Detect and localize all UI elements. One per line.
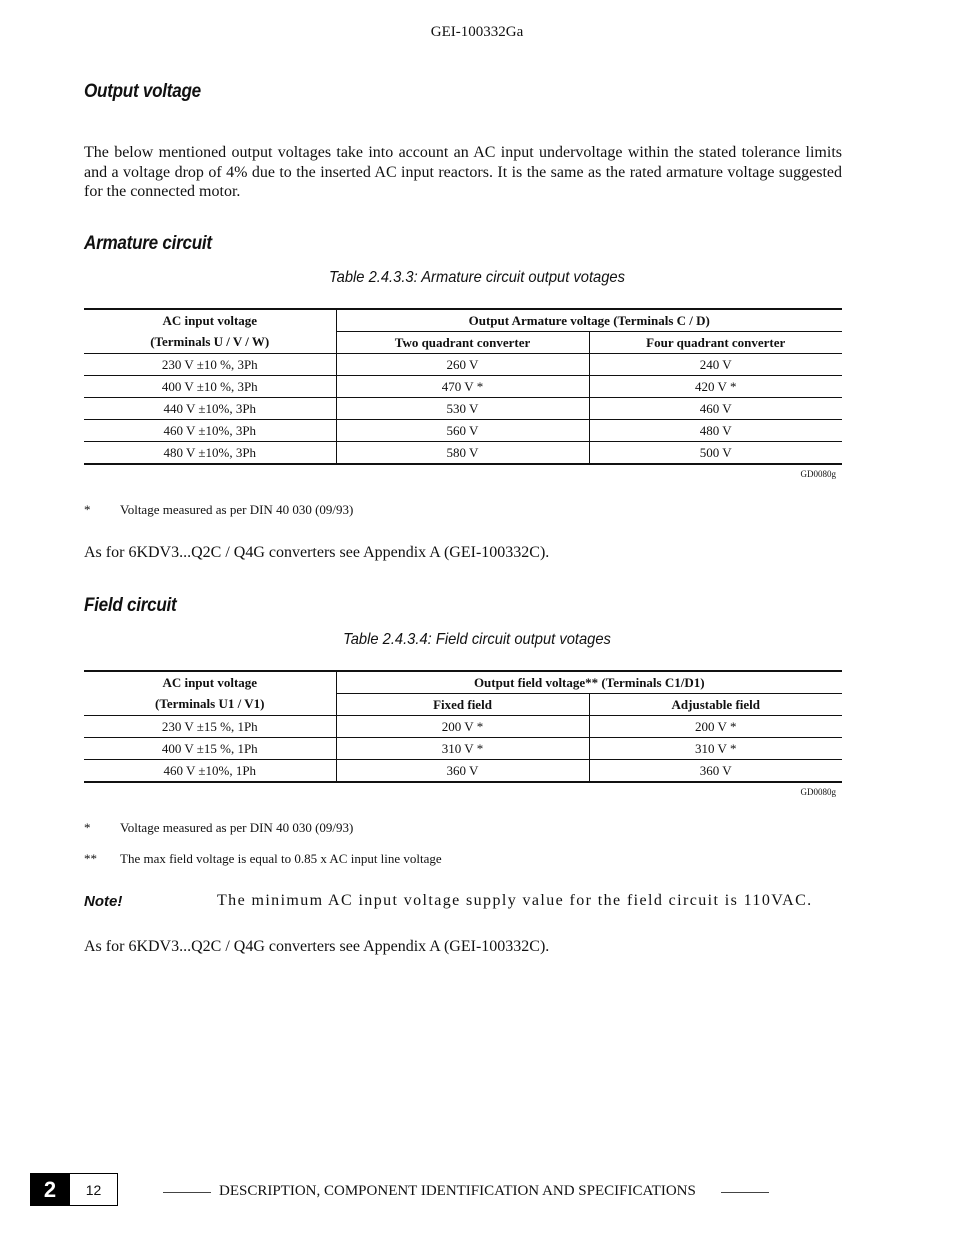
figure-code: GD0080g [800, 469, 836, 479]
appendix-note: As for 6KDV3...Q2C / Q4G converters see Appendix A (GEI-100332C). [84, 544, 550, 561]
table-row [84, 760, 842, 783]
footer-rule-right [721, 1192, 769, 1193]
appendix-note: As for 6KDV3...Q2C / Q4G converters see Appendix A (GEI-100332C). [84, 938, 550, 955]
col-four-quadrant: Four quadrant converter [589, 332, 842, 354]
cell-adjustable-field: 360 V [589, 760, 842, 783]
field-table-caption: Table 2.4.3.4: Field circuit output votages [343, 631, 611, 648]
cell-input: 460 V ±10%, 1Ph [84, 760, 336, 783]
cell-two-quadrant: 560 V [336, 420, 589, 442]
cell-adjustable-field: 310 V * [589, 738, 842, 760]
cell-two-quadrant: 530 V [336, 398, 589, 420]
cell-four-quadrant: 420 V * [589, 376, 842, 398]
col-adjustable-field: Adjustable field [589, 694, 842, 716]
col-input-line1: AC input voltage [84, 671, 336, 694]
col-input-line2: (Terminals U / V / W) [84, 332, 336, 354]
document-id: GEI-100332Ga [430, 24, 524, 40]
heading-armature-circuit: Armature circuit [84, 233, 212, 254]
note-text: The minimum AC input voltage supply value for the field circuit is 110VAC. [217, 892, 813, 909]
col-output-group: Output Armature voltage (Terminals C / D) [336, 309, 842, 332]
field-voltage-table [84, 670, 842, 783]
cell-input: 400 V ±15 %, 1Ph [84, 738, 336, 760]
cell-four-quadrant: 500 V [589, 442, 842, 465]
table-header-row [84, 332, 842, 354]
footnote-mark: ** [84, 851, 97, 866]
cell-four-quadrant: 480 V [589, 420, 842, 442]
table-header-row [84, 671, 842, 694]
footnote-mark: * [84, 502, 91, 517]
table-row [84, 738, 842, 760]
cell-input: 440 V ±10%, 3Ph [84, 398, 336, 420]
chapter-number: 2 [30, 1173, 70, 1206]
cell-two-quadrant: 470 V * [336, 376, 589, 398]
cell-adjustable-field: 200 V * [589, 716, 842, 738]
output-voltage-paragraph: The below mentioned output voltages take into account an AC input undervoltage within the stated tolerance limits and a voltage drop of 4% due to the inserted AC input reactors. It is the same as the rated armature voltage suggested for the connected motor. [84, 144, 842, 200]
footnote-text: Voltage measured as per DIN 40 030 (09/93) [120, 820, 354, 835]
col-two-quadrant: Two quadrant converter [336, 332, 589, 354]
table-header-row [84, 309, 842, 332]
cell-fixed-field: 360 V [336, 760, 589, 783]
footer-rule-left [163, 1192, 211, 1193]
table-row [84, 420, 842, 442]
page-number: 12 [70, 1173, 118, 1206]
cell-input: 230 V ±15 %, 1Ph [84, 716, 336, 738]
armature-table-caption: Table 2.4.3.3: Armature circuit output votages [329, 269, 625, 286]
col-input-line2: (Terminals U1 / V1) [84, 694, 336, 716]
cell-input: 230 V ±10 %, 3Ph [84, 354, 336, 376]
cell-two-quadrant: 260 V [336, 354, 589, 376]
col-fixed-field: Fixed field [336, 694, 589, 716]
table-row [84, 376, 842, 398]
cell-two-quadrant: 580 V [336, 442, 589, 465]
cell-input: 480 V ±10%, 3Ph [84, 442, 336, 465]
cell-four-quadrant: 240 V [589, 354, 842, 376]
table-row [84, 398, 842, 420]
table-header-row [84, 694, 842, 716]
cell-fixed-field: 200 V * [336, 716, 589, 738]
table-row [84, 716, 842, 738]
table-row [84, 442, 842, 465]
col-input-line1: AC input voltage [84, 309, 336, 332]
col-output-group: Output field voltage** (Terminals C1/D1) [336, 671, 842, 694]
cell-input: 400 V ±10 %, 3Ph [84, 376, 336, 398]
footnote-text: Voltage measured as per DIN 40 030 (09/93) [120, 502, 354, 517]
cell-input: 460 V ±10%, 3Ph [84, 420, 336, 442]
heading-field-circuit: Field circuit [84, 595, 177, 616]
table-row [84, 354, 842, 376]
footnote-text: The max field voltage is equal to 0.85 x AC input line voltage [120, 851, 442, 866]
footer-title: DESCRIPTION, COMPONENT IDENTIFICATION AND SPECIFICATIONS [219, 1183, 696, 1199]
note-label: Note! [84, 893, 123, 910]
armature-voltage-table [84, 308, 842, 465]
cell-four-quadrant: 460 V [589, 398, 842, 420]
footnote-mark: * [84, 820, 91, 835]
cell-fixed-field: 310 V * [336, 738, 589, 760]
heading-output-voltage: Output voltage [84, 81, 201, 102]
figure-code: GD0080g [800, 787, 836, 797]
